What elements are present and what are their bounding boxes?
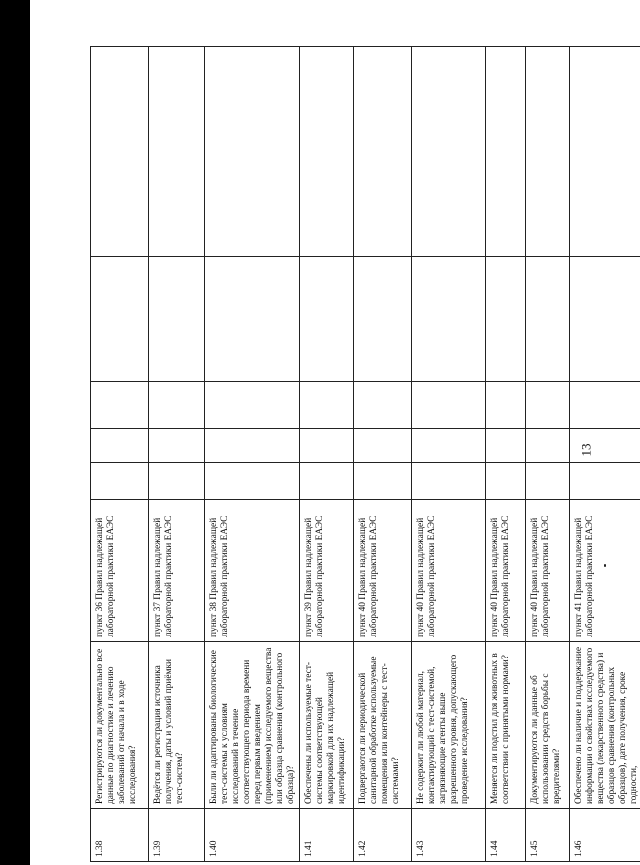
answer-no-cell — [412, 429, 486, 463]
legal-basis: пункт 36 Правил надлежащей лабораторной практики ЕАЭС — [91, 500, 149, 642]
answer-no-cell — [91, 429, 149, 463]
row-number: 1.46 — [570, 809, 640, 862]
requirement-question: Ведётся ли регистрация источника получения, даты и условий приёмки тест-систем? — [149, 642, 205, 809]
comment-cell — [149, 47, 205, 257]
answer-no-cell — [570, 429, 640, 463]
legal-basis: пункт 37 Правил надлежащей лабораторной практики ЕАЭС — [149, 500, 205, 642]
table-row — [570, 47, 640, 862]
answer-yes-cell — [91, 463, 149, 500]
scan-speck — [604, 564, 606, 567]
row-number: 1.45 — [526, 809, 570, 862]
comment-cell — [412, 47, 486, 257]
row-number: 1.43 — [412, 809, 486, 862]
page-number: 13 — [578, 443, 594, 457]
table-row — [526, 47, 570, 862]
answer-not-applicable-cell — [486, 257, 526, 382]
table-row — [149, 47, 205, 862]
answer-not-applicable-cell — [149, 257, 205, 382]
legal-basis: пункт 38 Правил надлежащей лабораторной практики ЕАЭС — [205, 500, 300, 642]
answer-na-cell — [412, 382, 486, 429]
answer-na-cell — [149, 382, 205, 429]
table-row — [412, 47, 486, 862]
answer-yes-cell — [412, 463, 486, 500]
answer-na-cell — [205, 382, 300, 429]
answer-yes-cell — [149, 463, 205, 500]
requirement-question: Обеспечены ли используемые тест-системы соответствующей маркировкой для их надлежащей идентификации? — [300, 642, 354, 809]
table-row — [354, 47, 412, 862]
comment-cell — [486, 47, 526, 257]
legal-basis: пункт 40 Правил надлежащей лабораторной практики ЕАЭС — [412, 500, 486, 642]
legal-basis: пункт 40 Правил надлежащей лабораторной практики ЕАЭС — [486, 500, 526, 642]
comment-cell — [91, 47, 149, 257]
scan-edge-shadow — [0, 0, 30, 865]
answer-not-applicable-cell — [526, 257, 570, 382]
answer-not-applicable-cell — [354, 257, 412, 382]
answer-na-cell — [570, 382, 640, 429]
requirement-question: Регистрируются ли документально все данные по диагностике и лечению заболеваний от начала и в ходе исследования? — [91, 642, 149, 809]
answer-no-cell — [486, 429, 526, 463]
requirement-question: Не содержит ли любой материал, контактирующий с тест-системой, загрязняющие агенты выше разрешенного уровня, допускающего проведение исследования? — [412, 642, 486, 809]
comment-cell — [570, 47, 640, 257]
row-number: 1.38 — [91, 809, 149, 862]
legal-basis: пункт 40 Правил надлежащей лабораторной практики ЕАЭС — [354, 500, 412, 642]
answer-na-cell — [91, 382, 149, 429]
comment-cell — [354, 47, 412, 257]
comment-cell — [526, 47, 570, 257]
answer-yes-cell — [526, 463, 570, 500]
row-number: 1.40 — [205, 809, 300, 862]
answer-yes-cell — [205, 463, 300, 500]
table-row — [91, 47, 149, 862]
answer-yes-cell — [354, 463, 412, 500]
table-row — [205, 47, 300, 862]
answer-no-cell — [205, 429, 300, 463]
answer-no-cell — [149, 429, 205, 463]
row-number: 1.44 — [486, 809, 526, 862]
answer-na-cell — [300, 382, 354, 429]
comment-cell — [300, 47, 354, 257]
requirement-question: Документируются ли данные об использовании средств борьбы с вредителями? — [526, 642, 570, 809]
answer-no-cell — [526, 429, 570, 463]
row-number: 1.41 — [300, 809, 354, 862]
legal-basis: пункт 40 Правил надлежащей лабораторной практики ЕАЭС — [526, 500, 570, 642]
answer-na-cell — [526, 382, 570, 429]
checklist-table — [90, 46, 640, 862]
row-number: 1.42 — [354, 809, 412, 862]
answer-not-applicable-cell — [570, 257, 640, 382]
answer-not-applicable-cell — [300, 257, 354, 382]
legal-basis: пункт 39 Правил надлежащей лабораторной практики ЕАЭС — [300, 500, 354, 642]
checklist-table-rotated — [90, 47, 639, 862]
answer-not-applicable-cell — [412, 257, 486, 382]
answer-na-cell — [354, 382, 412, 429]
requirement-question: Меняется ли подстил для животных в соответствии с принятыми нормами? — [486, 642, 526, 809]
legal-basis: пункт 41 Правил надлежащей лабораторной практики ЕАЭС — [570, 500, 640, 642]
row-number: 1.39 — [149, 809, 205, 862]
answer-yes-cell — [570, 463, 640, 500]
requirement-question: Обеспечено ли наличие и поддержание информации о свойствах исследуемого вещества (лекарственного средства) и образцов сравнения (контрольных образцов), дате получения, сроке годности, — [570, 642, 640, 809]
answer-not-applicable-cell — [91, 257, 149, 382]
answer-no-cell — [354, 429, 412, 463]
answer-not-applicable-cell — [205, 257, 300, 382]
table-row — [300, 47, 354, 862]
table-row — [486, 47, 526, 862]
answer-na-cell — [486, 382, 526, 429]
answer-no-cell — [300, 429, 354, 463]
comment-cell — [205, 47, 300, 257]
answer-yes-cell — [300, 463, 354, 500]
requirement-question: Были ли адаптированы биологические тест-системы к условиям исследований в течение соответствующего периода времени перед первым введением (применением) исследуемого вещества или образца сравнения (контрольного образца)? — [205, 642, 300, 809]
requirement-question: Подвергаются ли периодической санитарной обработке используемые помещения или контейнеры с тест-системами? — [354, 642, 412, 809]
answer-yes-cell — [486, 463, 526, 500]
